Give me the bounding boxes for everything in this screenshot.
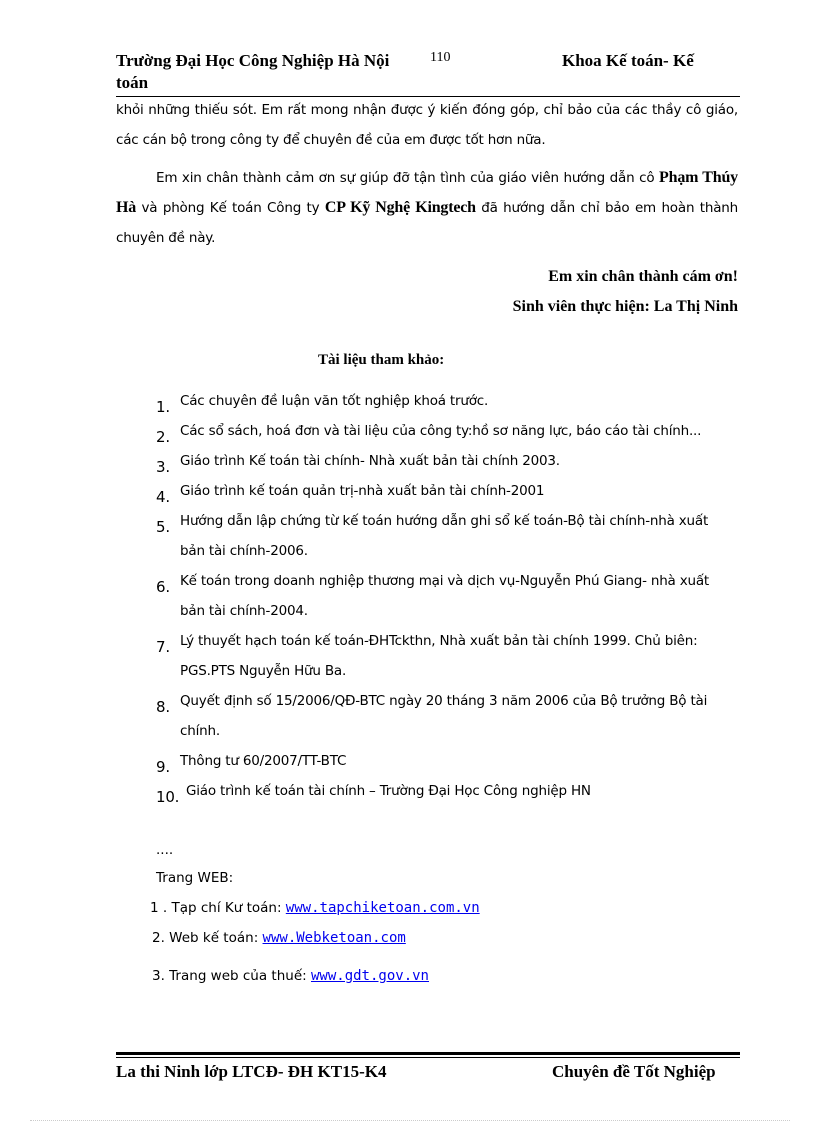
list-text: Kế toán trong doanh nghiệp thương mại và dịch vụ-Nguyễn Phú Giang- nhà xuất bản tài chính-2004. (180, 573, 710, 619)
student-signature: Sinh viên thực hiện: La Thị Ninh (512, 298, 738, 315)
list-text: Giáo trình kế toán quản trị-nhà xuất bản tài chính-2001 (180, 483, 545, 499)
list-number: 3. (156, 458, 170, 476)
header-faculty-wrap: toán (116, 73, 149, 92)
list-item (150, 746, 730, 776)
paragraph-2-text-c: đã hướng dẫn chỉ bảo em hoàn thành chuyên đề này. (116, 200, 738, 246)
list-item (150, 506, 730, 566)
web-link-webketoan[interactable]: www.Webketoan.com (262, 930, 406, 946)
list-number: 6. (156, 578, 170, 596)
web-heading: Trang WEB: (156, 870, 234, 886)
web-link-tapchiketoan[interactable]: www.tapchiketoan.com.vn (285, 900, 480, 916)
list-item (150, 446, 730, 476)
list-number: 1. (156, 398, 170, 416)
paragraph-2-text-a: Em xin chân thành cảm ơn sự giúp đỡ tận tình của giáo viên hướng dẫn cô (156, 170, 660, 186)
list-text: Các chuyên đề luận văn tốt nghiệp khoá trước. (180, 393, 489, 409)
web-label: 3. Trang web của thuế: (152, 968, 311, 984)
footer-title: Chuyên đề Tốt Nghiệp (552, 1062, 716, 1081)
list-text: Hướng dẫn lập chứng từ kế toán hướng dẫn ghi sổ kế toán-Bộ tài chính-nhà xuất bản tài chính-2006. (180, 513, 709, 559)
list-text: Giáo trình Kế toán tài chính- Nhà xuất bản tài chính 2003. (180, 453, 560, 469)
paragraph-2-text-b: và phòng Kế toán Công ty (136, 200, 325, 216)
list-item (150, 416, 730, 446)
list-text: Lý thuyết hạch toán kế toán-ĐHTckthn, Nhà xuất bản tài chính 1999. Chủ biên: PGS.PTS Nguyễn Hữu Ba. (180, 633, 698, 679)
list-item (150, 386, 730, 416)
thanks-line: Em xin chân thành cám ơn! (548, 268, 738, 285)
list-number: 2. (156, 428, 170, 446)
list-text: Thông tư 60/2007/TT-BTC (180, 753, 347, 769)
footer-author: La thi Ninh lớp LTCĐ- ĐH KT15-K4 (116, 1062, 387, 1081)
list-number: 4. (156, 488, 170, 506)
list-text: Quyết định số 15/2006/QĐ-BTC ngày 20 tháng 3 năm 2006 của Bộ trưởng Bộ tài chính. (180, 693, 708, 739)
list-text: Giáo trình kế toán tài chính – Trường Đại Học Công nghiệp HN (186, 783, 591, 799)
header-school (116, 50, 426, 94)
list-number: 10. (156, 788, 180, 806)
references-list (150, 386, 730, 806)
list-number: 8. (156, 698, 170, 716)
list-text: Các sổ sách, hoá đơn và tài liệu của công ty:hồ sơ năng lực, báo cáo tài chính... (180, 423, 702, 439)
paragraph-2 (116, 163, 738, 253)
header-school-name: Trường Đại Học Công Nghiệp Hà Nội (116, 51, 390, 70)
page-bottom-dotted-line (30, 1120, 790, 1122)
ellipsis: .... (156, 842, 174, 858)
footer-divider-thin (116, 1057, 740, 1058)
teacher-name: Phạm Thúy Hà (116, 169, 738, 216)
list-item (150, 566, 730, 626)
company-name: CP Kỹ Nghệ Kingtech (324, 199, 476, 216)
list-number: 7. (156, 638, 170, 656)
references-title: Tài liệu tham khảo: (318, 352, 445, 368)
web-item-1 (150, 900, 480, 916)
web-item-3 (152, 968, 429, 984)
header-faculty: Khoa Kế toán- Kế (562, 51, 694, 70)
web-label: 1 . Tạp chí Kư toán: (150, 900, 286, 916)
page-number: 110 (430, 50, 451, 65)
web-item-2 (152, 930, 406, 946)
list-item (150, 776, 730, 806)
list-number: 9. (156, 758, 170, 776)
web-link-gdt[interactable]: www.gdt.gov.vn (310, 968, 429, 984)
list-item (150, 626, 730, 686)
footer-divider-thick (116, 1052, 740, 1055)
list-item (150, 686, 730, 746)
list-number: 5. (156, 518, 170, 536)
list-item (150, 476, 730, 506)
paragraph-1: khỏi những thiếu sót. Em rất mong nhận được ý kiến đóng góp, chỉ bảo của các thầy cô giáo, các cán bộ trong công ty để chuyên đề của em được tốt hơn nữa. (116, 102, 738, 148)
web-label: 2. Web kế toán: (152, 930, 263, 946)
